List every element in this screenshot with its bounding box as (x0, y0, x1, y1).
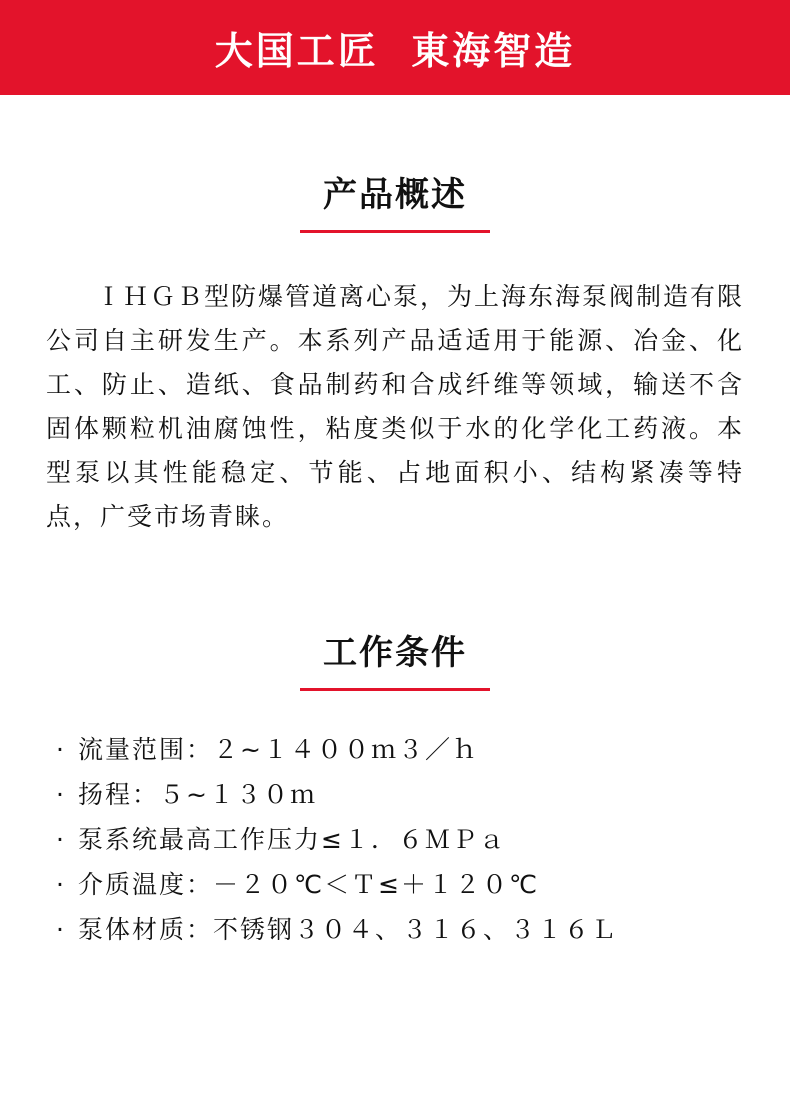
spacer-top (0, 95, 790, 167)
section-overview-underline (300, 230, 490, 233)
bullet-icon: · (56, 915, 66, 944)
list-item-label: 泵体材质：不锈钢３０４、３１６、３１６Ｌ (78, 915, 619, 944)
section-product-overview (0, 167, 790, 539)
section-conditions-title: 工作条件 (323, 633, 467, 673)
bullet-icon: · (56, 735, 66, 764)
working-conditions-list (0, 727, 790, 952)
list-item (56, 772, 790, 817)
list-item-label: 流量范围：２~１４００ｍ３／ｈ (78, 735, 479, 764)
list-item (56, 907, 790, 952)
section-working-conditions (0, 625, 790, 952)
section-overview-header (0, 167, 790, 233)
spacer-middle (0, 539, 790, 625)
bullet-icon: · (56, 825, 66, 854)
list-item-label: 泵系统最高工作压力≤１．６ＭＰａ (78, 825, 506, 854)
list-item (56, 727, 790, 772)
banner-title: 大国工匠 東海智造 (214, 29, 576, 73)
bullet-icon: · (56, 870, 66, 899)
section-conditions-underline (300, 688, 490, 691)
section-conditions-header (0, 625, 790, 691)
bullet-icon: · (56, 780, 66, 809)
top-banner (0, 0, 790, 95)
list-item (56, 817, 790, 862)
list-item-label: 扬程：５~１３０ｍ (78, 780, 317, 809)
section-overview-title: 产品概述 (323, 175, 467, 215)
list-item (56, 862, 790, 907)
overview-paragraph: ＩＨＧＢ型防爆管道离心泵，为上海东海泵阀制造有限公司自主研发生产。本系列产品适适用于能源、冶金、化工、防止、造纸、食品制药和合成纤维等领域，输送不含固体颗粒机油腐蚀性，粘度类似于水的化学化工药液。本型泵以其性能稳定、节能、占地面积小、结构紧凑等特点，广受市场青睐。 (46, 282, 745, 531)
list-item-label: 介质温度：－２０℃＜Ｔ≤＋１２０℃ (78, 870, 540, 899)
